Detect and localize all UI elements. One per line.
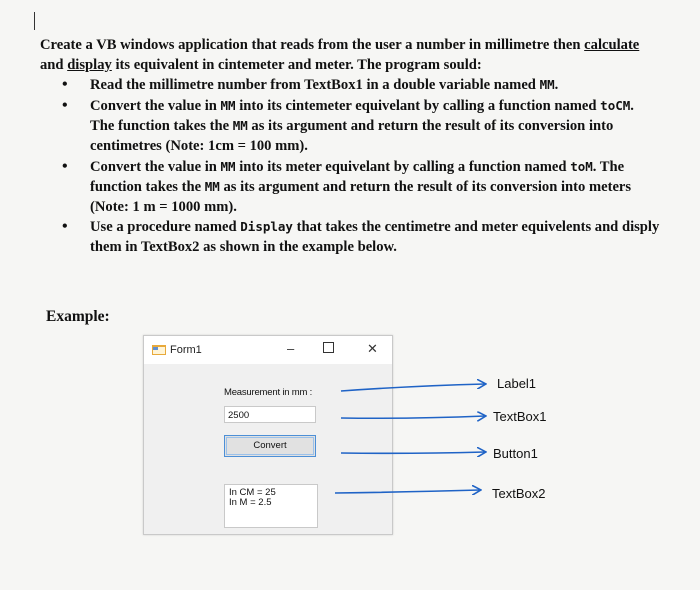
question-text (40, 36, 660, 258)
bullet-icon: • (62, 96, 68, 114)
textbox1-input[interactable]: 2500 (224, 406, 316, 423)
textbox2-line-cm: In CM = 25 (229, 487, 276, 498)
requirement-tocm (40, 96, 660, 157)
requirement-display (40, 217, 660, 257)
intro-line1: Create a VB windows application that reads from the user a number in millimetre then (40, 37, 581, 53)
textbox2-line-m: In M = 2.5 (229, 497, 272, 508)
bullet3-code2: toM (570, 158, 593, 174)
callout-label1: Label1 (497, 376, 537, 391)
callout-textbox2: TextBox2 (492, 486, 546, 501)
bullet2-text-a: Convert the value in (90, 97, 221, 114)
bullet2-code3: MM (232, 118, 248, 134)
intro-display: display (67, 56, 112, 73)
label1: Measurement in mm : (224, 387, 313, 398)
bullet1-text: Read the millimetre number from TextBox1 in a double variable named (90, 77, 540, 94)
form1-window (143, 335, 393, 535)
question-intro (40, 36, 660, 75)
bullet4-code: Display (240, 219, 293, 235)
requirement-tom (40, 157, 660, 218)
bullet3-code1: MM (220, 158, 236, 174)
bullet4-text-b: that takes the centimetre and meter equivelents and disply them in TextBox2 as shown in the example below. (90, 219, 660, 255)
callout-button1: Button1 (493, 446, 538, 461)
bullet3-text-d: as its argument and return the result of its conversion into meters (Note: 1 m = 1000 mm). (90, 179, 632, 215)
maximize-icon[interactable] (323, 342, 334, 353)
bullet2-text-d: as its argument and return the result of its conversion into centimetres (Note: 1cm = 100 mm). (90, 118, 614, 154)
bullet3-code3: MM (204, 179, 220, 195)
textbox2-output[interactable] (224, 484, 318, 528)
intro-rest: its equivalent in cintemeter and meter. The program sould: (111, 56, 482, 73)
requirement-read (40, 75, 660, 96)
intro-calculate: calculate (584, 37, 640, 53)
bullet2-code2: toCM (600, 97, 631, 113)
bullet-icon: • (62, 218, 68, 236)
example-heading: Example: (46, 308, 110, 325)
convert-button[interactable]: Convert (224, 435, 316, 457)
bullet-icon: • (62, 76, 68, 94)
bullet2-text-b: into its cintemeter equivelant by calling a function named (235, 97, 601, 114)
bullet3-text-b: into its meter equivelant by calling a function named (235, 158, 571, 175)
bullet2-code1: MM (220, 97, 236, 113)
form-title: Form1 (170, 344, 202, 356)
text-cursor (34, 12, 35, 30)
app-icon (152, 345, 166, 355)
title-bar[interactable] (144, 336, 392, 364)
bullet2-text-c: . The function takes the (90, 97, 634, 135)
bullet3-text-c: . The function takes the (90, 158, 625, 196)
requirements-list (40, 75, 660, 257)
close-icon[interactable]: ✕ (367, 341, 378, 356)
bullet1-code: MM (539, 77, 555, 93)
bullet3-text-a: Convert the value in (90, 158, 221, 175)
bullet4-text-a: Use a procedure named (90, 219, 241, 236)
intro-and: and (40, 56, 68, 73)
bullet1-end: . (554, 77, 559, 94)
bullet-icon: • (62, 157, 68, 175)
callout-textbox1: TextBox1 (493, 409, 547, 424)
minimize-icon[interactable]: – (287, 341, 295, 356)
